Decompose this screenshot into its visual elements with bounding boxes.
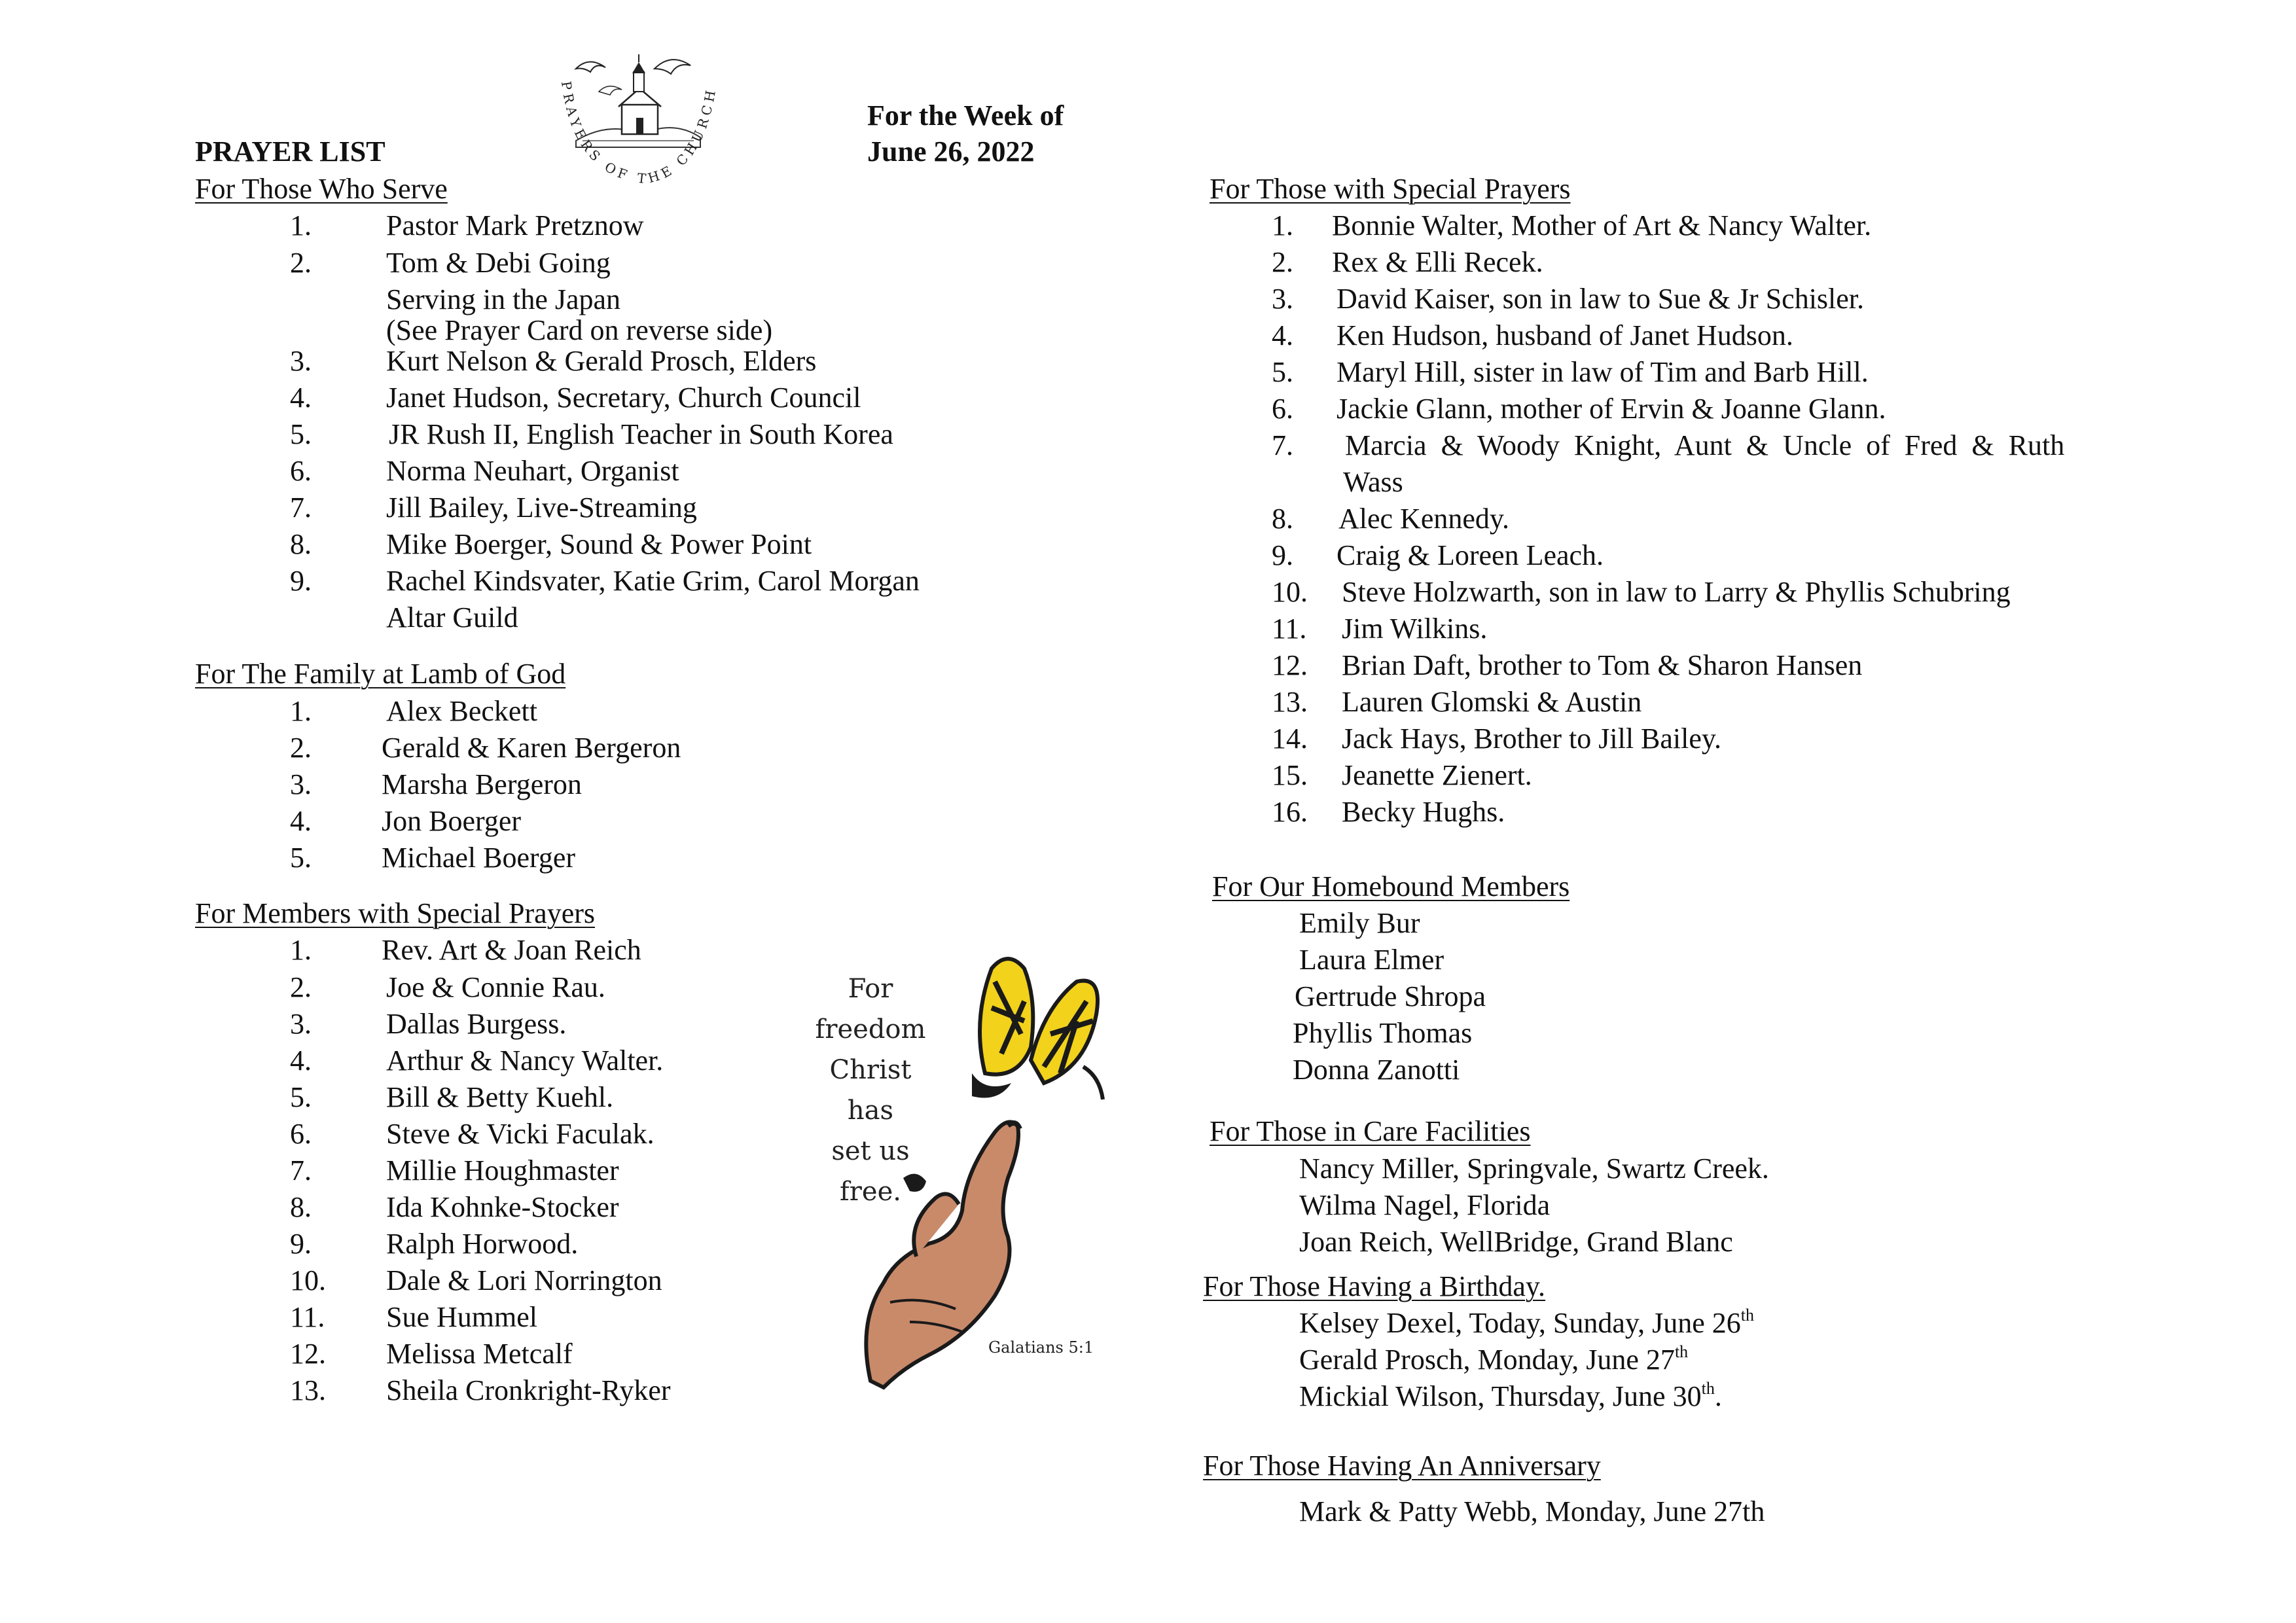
week-date: June 26, 2022	[867, 135, 1035, 168]
list-number: 7.	[290, 1154, 312, 1186]
list-item: Melissa Metcalf	[386, 1338, 573, 1370]
list-number: 6.	[290, 455, 312, 487]
list-item-note: (See Prayer Card on reverse side)	[386, 314, 773, 346]
list-number: 4.	[290, 382, 312, 414]
list-number: 15.	[1272, 759, 1308, 791]
svg-text:PRAYERS OF THE CHURCH: PRAYERS OF THE CHURCH	[558, 80, 719, 187]
list-item: Michael Boerger	[382, 842, 576, 874]
list-item: Tom & Debi Going	[386, 247, 611, 279]
scripture-reference: Galatians 5:1	[988, 1338, 1094, 1357]
illustration-text: Christ	[829, 1055, 912, 1085]
list-number: 11.	[1272, 613, 1307, 645]
illustration-text: has	[847, 1096, 894, 1126]
list-item: Lauren Glomski & Austin	[1342, 686, 1642, 718]
list-item: Laura Elmer	[1299, 944, 1444, 976]
section-heading-family: For The Family at Lamb of God	[195, 658, 566, 690]
list-number: 8.	[290, 1191, 312, 1223]
list-number: 7.	[1272, 429, 1293, 461]
list-item: Donna Zanotti	[1293, 1054, 1460, 1086]
list-number: 3.	[1272, 283, 1293, 315]
ordinal-suffix: th	[1674, 1342, 1689, 1361]
list-item: Jackie Glann, mother of Ervin & Joanne Glann.	[1336, 393, 1886, 425]
list-number: 16.	[1272, 796, 1308, 828]
list-item	[1299, 1306, 1754, 1339]
list-number: 9.	[290, 1228, 312, 1260]
illustration-text: For	[848, 974, 893, 1004]
list-number: 5.	[290, 842, 312, 874]
prayers-of-the-church-logo	[537, 43, 733, 193]
page-title: PRAYER LIST	[195, 135, 386, 168]
list-number: 9.	[290, 565, 312, 597]
list-item: Millie Houghmaster	[386, 1154, 619, 1186]
list-item: Joe & Connie Rau.	[386, 971, 605, 1003]
list-number: 14.	[1272, 722, 1308, 755]
week-label: For the Week of	[867, 99, 1064, 132]
list-number: 6.	[290, 1118, 312, 1150]
list-item: Craig & Loreen Leach.	[1336, 539, 1604, 571]
list-item-continuation: Altar Guild	[386, 601, 518, 633]
list-number: 8.	[1272, 503, 1293, 535]
list-item: Dallas Burgess.	[386, 1008, 567, 1040]
list-number: 13.	[1272, 686, 1308, 718]
list-item: Maryl Hill, sister in law of Tim and Barb Hill.	[1336, 356, 1869, 388]
list-item	[1299, 1342, 1689, 1376]
butterfly-icon	[946, 942, 1109, 1113]
list-number: 7.	[290, 491, 312, 524]
list-item: Jill Bailey, Live-Streaming	[386, 491, 697, 524]
section-heading-those-who-serve: For Those Who Serve	[195, 173, 448, 205]
list-item: Jon Boerger	[382, 805, 522, 837]
list-item: Marcia & Woody Knight, Aunt & Uncle of Fred & Ruth	[1345, 429, 2065, 461]
list-item: Norma Neuhart, Organist	[386, 455, 679, 487]
list-item: Wilma Nagel, Florida	[1299, 1189, 1551, 1221]
list-number: 3.	[290, 768, 312, 800]
list-number: 6.	[1272, 393, 1293, 425]
birthday-text: Kelsey Dexel, Today, Sunday, June 26	[1299, 1307, 1741, 1339]
list-item	[1299, 1379, 1722, 1412]
list-item: Dale & Lori Norrington	[386, 1264, 662, 1296]
section-heading-members: For Members with Special Prayers	[195, 897, 595, 929]
list-item: Bonnie Walter, Mother of Art & Nancy Walter.	[1332, 209, 1872, 241]
list-number: 4.	[1272, 319, 1293, 351]
birthday-text: Gerald Prosch, Monday, June 27	[1299, 1344, 1675, 1376]
illustration-text: set us	[831, 1136, 910, 1166]
list-item: Rex & Elli Recek.	[1332, 246, 1543, 278]
list-number: 2.	[1272, 246, 1293, 278]
list-item: Alex Beckett	[386, 695, 537, 727]
list-item: Nancy Miller, Springvale, Swartz Creek.	[1299, 1152, 1769, 1185]
list-item: Joan Reich, WellBridge, Grand Blanc	[1299, 1226, 1733, 1258]
list-item: Bill & Betty Kuehl.	[386, 1081, 614, 1113]
list-item: Kurt Nelson & Gerald Prosch, Elders	[386, 345, 817, 377]
birthday-text: Mickial Wilson, Thursday, June 30	[1299, 1380, 1702, 1412]
list-number: 1.	[290, 695, 312, 727]
illustration-text: free.	[840, 1177, 901, 1207]
list-number: 10.	[290, 1264, 326, 1296]
list-number: 5.	[290, 418, 312, 450]
list-item: Jim Wilkins.	[1342, 613, 1488, 645]
illustration-text: freedom	[815, 1014, 926, 1044]
list-item: Janet Hudson, Secretary, Church Council	[386, 382, 861, 414]
list-item: Ken Hudson, husband of Janet Hudson.	[1336, 319, 1793, 351]
list-number: 10.	[1272, 576, 1308, 608]
list-item: JR Rush II, English Teacher in South Korea	[389, 418, 893, 450]
list-item-note: Serving in the Japan	[386, 283, 621, 315]
list-item: Mark & Patty Webb, Monday, June 27th	[1299, 1495, 1765, 1527]
list-item: Ralph Horwood.	[386, 1228, 579, 1260]
list-item: Arthur & Nancy Walter.	[386, 1044, 664, 1077]
section-heading-homebound: For Our Homebound Members	[1212, 870, 1570, 902]
list-item: Mike Boerger, Sound & Power Point	[386, 528, 812, 560]
ordinal-suffix: th	[1701, 1379, 1715, 1398]
list-item: Phyllis Thomas	[1293, 1017, 1473, 1049]
list-item: Gertrude Shropa	[1295, 980, 1486, 1012]
list-item-continuation: Wass	[1343, 466, 1403, 498]
list-item: Ida Kohnke-Stocker	[386, 1191, 619, 1223]
list-item: Pastor Mark Pretznow	[386, 209, 644, 241]
list-number: 11.	[290, 1301, 325, 1333]
list-item: Alec Kennedy.	[1338, 503, 1510, 535]
section-heading-birthday: For Those Having a Birthday.	[1203, 1270, 1546, 1302]
list-item: Jack Hays, Brother to Jill Bailey.	[1342, 722, 1722, 755]
list-item: Becky Hughs.	[1342, 796, 1505, 828]
section-heading-special-prayers: For Those with Special Prayers	[1210, 173, 1571, 205]
list-number: 1.	[290, 934, 312, 966]
list-number: 12.	[290, 1338, 326, 1370]
freedom-illustration	[805, 942, 1119, 1394]
list-number: 1.	[290, 209, 312, 241]
birthday-trailing: .	[1714, 1380, 1722, 1412]
list-number: 4.	[290, 1044, 312, 1077]
list-item: Rev. Art & Joan Reich	[382, 934, 641, 966]
list-number: 13.	[290, 1374, 326, 1406]
list-number: 3.	[290, 1008, 312, 1040]
list-item: Rachel Kindsvater, Katie Grim, Carol Morgan	[386, 565, 920, 597]
list-number: 2.	[290, 247, 312, 279]
list-number: 1.	[1272, 209, 1293, 241]
list-item: Steve Holzwarth, son in law to Larry & Phyllis Schubring	[1342, 576, 2011, 608]
list-number: 12.	[1272, 649, 1308, 681]
list-item: Marsha Bergeron	[382, 768, 582, 800]
list-number: 5.	[1272, 356, 1293, 388]
list-item: Brian Daft, brother to Tom & Sharon Hansen	[1342, 649, 1863, 681]
list-item: David Kaiser, son in law to Sue & Jr Schisler.	[1336, 283, 1865, 315]
section-heading-anniversary: For Those Having An Anniversary	[1203, 1450, 1601, 1482]
list-item: Jeanette Zienert.	[1342, 759, 1532, 791]
list-item: Steve & Vicki Faculak.	[386, 1118, 655, 1150]
section-heading-care-facilities: For Those in Care Facilities	[1210, 1115, 1531, 1147]
list-number: 2.	[290, 971, 312, 1003]
list-item: Sheila Cronkright-Ryker	[386, 1374, 671, 1406]
list-item: Emily Bur	[1299, 907, 1420, 939]
ordinal-suffix: th	[1740, 1306, 1754, 1325]
list-number: 8.	[290, 528, 312, 560]
list-number: 4.	[290, 805, 312, 837]
list-number: 5.	[290, 1081, 312, 1113]
list-number: 2.	[290, 732, 312, 764]
list-number: 3.	[290, 345, 312, 377]
list-number: 9.	[1272, 539, 1293, 571]
list-item: Sue Hummel	[386, 1301, 537, 1333]
list-item: Gerald & Karen Bergeron	[382, 732, 681, 764]
